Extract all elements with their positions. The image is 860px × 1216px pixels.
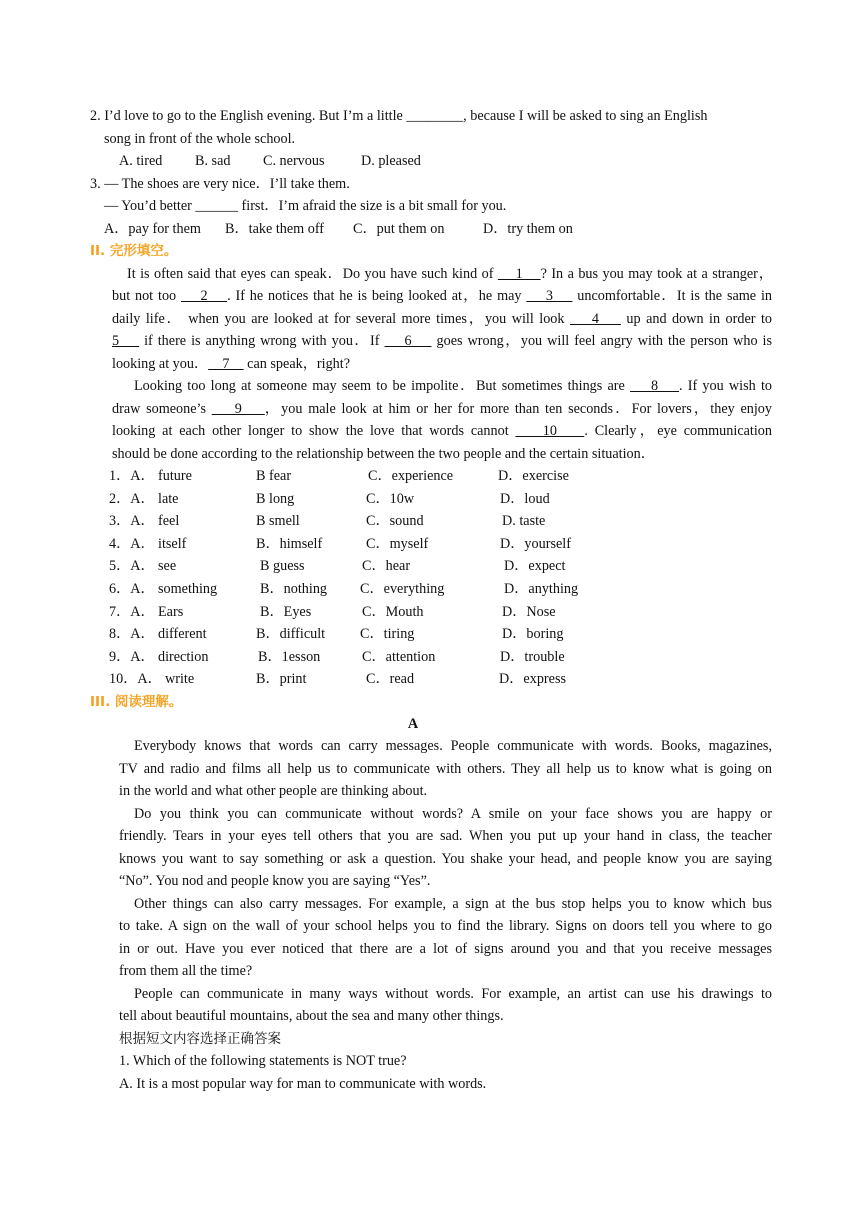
cloze-option-2-d: D．loud [500, 490, 550, 507]
cloze-p2-line1: Looking too long at someone may seem to be impolite．But sometimes things are 8 . If you wish to [134, 378, 772, 394]
cloze-option-6-d: D．anything [504, 581, 579, 597]
cloze-option-3-b: B smell [256, 513, 300, 530]
cloze-option-10-c: C．read [366, 671, 415, 688]
cloze-option-8-n: 8．A． [109, 626, 155, 643]
cloze-option-10-b: B．print [256, 671, 307, 688]
cloze-option-2-a: late [158, 490, 179, 507]
q3-line2: — You’d better ______ first．I’m afraid the size is a bit small for you. [104, 198, 507, 214]
q2-option-c: C. nervous [263, 153, 325, 169]
q2-option-d: D. pleased [361, 153, 421, 169]
cloze-option-6-n: 6．A． [109, 581, 155, 597]
cloze-option-5-d: D．expect [504, 558, 566, 575]
q2-line1: 2. I’d love to go to the English evening. But I’m a little ________, because I will be asked to sing an English [90, 108, 708, 124]
cloze-p2-line4: should be done according to the relationship between the two people and the certain situation． [112, 446, 655, 462]
cloze-option-1-a: future [158, 468, 192, 484]
passage-line: in the world and what other people are thinking about. [119, 783, 428, 799]
cloze-option-4-c: C．myself [366, 535, 429, 552]
cloze-p2-line3: looking at each other longer to show the love that words cannot 10 . Clearly，eye communication [112, 423, 772, 439]
cloze-option-8-d: D．boring [502, 626, 564, 643]
cloze-blank-8: 8 [630, 378, 679, 394]
cloze-blank-2: 2 [181, 288, 228, 304]
passage-line: to take. A sign on the wall of your school helps you to find the library. Signs on doors tell you where to go [119, 918, 772, 934]
cloze-option-4-a: itself [158, 535, 187, 552]
q2-option-a: A. tired [119, 153, 163, 169]
cloze-option-6-b: B．nothing [260, 581, 328, 597]
cloze-option-9-n: 9．A． [109, 648, 155, 665]
passage-line: Other things can also carry messages. For example, a sign at the bus stop helps you to know which bus [134, 896, 772, 912]
passage-title: A [407, 716, 419, 732]
cloze-option-10-n: 10．A． [109, 671, 162, 688]
cloze-option-9-a: direction [158, 648, 209, 665]
cloze-option-2-b: B long [256, 490, 295, 507]
cloze-option-1-b: B fear [256, 468, 292, 484]
cloze-option-8-a: different [158, 626, 207, 643]
cloze-blank-9: 9 [211, 401, 265, 417]
cloze-p1-line1: It is often said that eyes can speak．Do you have such kind of 1 ? In a bus you may took at a stranger， [127, 266, 773, 282]
cloze-option-1-n: 1．A． [109, 468, 155, 484]
reading-instruction: 根据短文内容选择正确答案 [119, 1031, 281, 1047]
cloze-option-1-d: D．exercise [498, 468, 569, 484]
cloze-blank-4: 4 [569, 311, 621, 327]
cloze-option-9-d: D．trouble [500, 648, 565, 665]
cloze-p1-line5: looking at you． 7 can speak，right? [112, 356, 350, 372]
cloze-option-7-b: B．Eyes [260, 603, 312, 620]
passage-line: tell about beautiful mountains, about the sea and many other things. [119, 1008, 504, 1024]
cloze-option-5-b: B guess [260, 558, 305, 575]
cloze-option-10-a: write [165, 671, 195, 688]
cloze-option-3-n: 3．A． [109, 513, 155, 530]
reading-question-1: 1. Which of the following statements is NOT true? [119, 1053, 407, 1069]
q3-option-c: C．put them on [353, 221, 445, 237]
cloze-blank-1: 1 [497, 266, 541, 282]
cloze-option-3-c: C．sound [366, 513, 424, 530]
cloze-p1-line2: but not too 2 . If he notices that he is being looked at，he may 3 uncomfortable．It is the same in [112, 288, 772, 304]
cloze-option-10-d: D．express [499, 671, 566, 688]
cloze-option-1-c: C．experience [368, 468, 454, 484]
cloze-option-9-b: B．1esson [258, 648, 321, 665]
cloze-option-9-c: C．attention [362, 648, 436, 665]
passage-line: People can communicate in many ways without words. For example, an artist can use his drawings to [134, 986, 772, 1002]
cloze-option-8-b: B．difficult [256, 626, 326, 643]
cloze-option-4-d: D．yourself [500, 535, 571, 552]
q3-option-a: A．pay for them [104, 221, 201, 237]
passage-line: knows you want to say something or ask a question. You shake your head, and people know you are saying [119, 851, 772, 867]
reading-question-1-option-a: A. It is a most popular way for man to communicate with words. [119, 1076, 487, 1092]
cloze-option-2-n: 2．A． [109, 490, 155, 507]
cloze-option-5-a: see [158, 558, 177, 575]
q2-option-b: B. sad [195, 153, 231, 169]
cloze-option-3-a: feel [158, 513, 180, 530]
cloze-p1-line4: 5 if there is anything wrong with you．If 6 goes wrong，you will feel angry with the person who is [112, 333, 773, 349]
cloze-blank-5: 5 [112, 333, 140, 349]
cloze-option-7-a: Ears [158, 603, 184, 620]
passage-line: Do you think you can communicate without words? A smile on your face shows you are happy or [134, 806, 772, 822]
passage-line: Everybody knows that words can carry messages. People communicate with words. Books, magazines, [134, 738, 772, 754]
q2-line2: song in front of the whole school. [104, 131, 296, 147]
passage-line: TV and radio and films all help us to communicate with others. They all help us to know what is going on [119, 761, 772, 777]
cloze-option-2-c: C．10w [366, 490, 415, 507]
passage-line: friendly. Tears in your eyes tell others that you are sad. When you put up your hand in class, the teacher [119, 828, 772, 844]
q3-option-b: B．take them off [225, 221, 325, 237]
cloze-option-7-n: 7．A． [109, 603, 155, 620]
passage-line: “No”. You nod and people know you are saying “Yes”. [119, 873, 431, 889]
cloze-p2-line2: draw someone’s 9 ，you male look at him or her for more than ten seconds．For lovers，they enjoy [112, 401, 772, 417]
cloze-option-7-d: D．Nose [502, 603, 556, 620]
cloze-blank-6: 6 [384, 333, 432, 349]
cloze-p1-line3: daily life． when you are looked at for several more times，you will look 4 up and down in order to [112, 311, 773, 327]
cloze-option-6-c: C．everything [360, 581, 445, 597]
passage-line: in or out. Have you ever noticed that there are a lot of signs around you and that you receive messages [119, 941, 772, 957]
passage-line: from them all the time? [119, 963, 253, 979]
cloze-option-3-d: D. taste [502, 513, 546, 530]
cloze-option-8-c: C．tiring [360, 626, 415, 643]
cloze-blank-3: 3 [526, 288, 573, 304]
q3-option-d: D．try them on [483, 221, 573, 237]
section3-heading: III. 阅读理解。 [90, 694, 183, 710]
cloze-option-6-a: something [158, 581, 218, 597]
cloze-blank-7: 7 [208, 356, 244, 372]
cloze-option-4-b: B．himself [256, 535, 323, 552]
cloze-option-4-n: 4．A． [109, 535, 155, 552]
q3-line1: 3. — The shoes are very nice．I’ll take them. [90, 176, 350, 192]
cloze-option-7-c: C．Mouth [362, 603, 424, 620]
cloze-option-5-n: 5．A． [109, 558, 155, 575]
cloze-blank-10: 10 [515, 423, 585, 439]
section2-heading: II. 完形填空。 [90, 243, 178, 259]
cloze-option-5-c: C．hear [362, 558, 411, 575]
